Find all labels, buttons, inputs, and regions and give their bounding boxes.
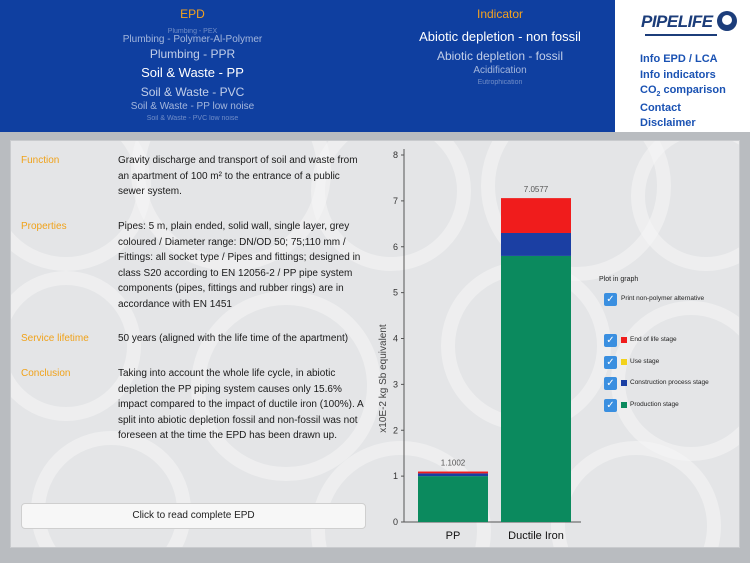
function-text: Gravity discharge and transport of soil and waste from an apartment of 100 m² to the entrance of a public sewer system. [118,155,358,197]
top-bar [0,0,750,132]
checkbox-construction[interactable]: ✓ [604,377,617,390]
picker-band [0,0,615,132]
epd-option[interactable]: Plumbing - PEX [167,28,218,35]
conclusion-text: Taking into account the whole life cycle, in abiotic depletion the PP piping system causes only 15.6% impact compared to the impact of ductile iron (100%). A split into abiotic depletion fossil and non-fossil was not foreseen at the time the EPD has been drawn up. [118,368,364,441]
logo-swoosh-icon [645,34,717,36]
checkbox-use[interactable]: ✓ [604,356,617,369]
epd-picker-title: EPD [180,7,205,21]
properties-text: Pipes: 5 m, plain ended, solid wall, single layer, grey coloured / Diameter range: DN/OD 50; 75;110 mm / Fittings: all socket type / Pipes and fittings; designed in class S20 according to EN 12056-2 / PP pipe system components (pipes, fittings and rubber rings) are in accordance with EN 1451 [118,221,361,310]
checkbox-print-alt[interactable]: ✓ [604,293,617,306]
legend-end-of-life-label: End of life stage [630,336,677,343]
logo-text: PIPELIFE [641,12,713,31]
bar-segment-construction-process-stage [418,473,488,476]
y-axis-title: x10E-2 kg Sb equivalent [378,324,389,433]
y-tick-label: 1 [392,471,398,482]
indicator-option[interactable]: Eutrophication [477,79,523,86]
y-tick-label: 3 [392,379,398,390]
x-category-label: PP [445,530,461,542]
epd-option[interactable]: Soil & Waste - PVC [140,85,245,99]
indicator-picker-title: Indicator [476,7,524,21]
nav-contact[interactable]: Contact [640,102,681,114]
swatch-end-of-life [621,337,627,343]
indicator-option[interactable]: Abiotic depletion - non fossil [419,29,581,44]
co2-suffix: comparison [660,84,726,96]
bar-segment-production-stage [501,256,571,522]
indicator-option[interactable]: Abiotic depletion - fossil [436,49,564,63]
legend-print-alt-label: Print non-polymer alternative [621,295,705,302]
epd-picker-list[interactable] [0,28,385,122]
epd-option[interactable]: Soil & Waste - PVC low noise [146,115,239,122]
pipe-bg-5 [631,140,740,271]
indicator-picker-list[interactable] [385,28,615,86]
bar-segment-end-of-life-stage [501,198,571,233]
epd-picker[interactable] [0,0,385,132]
indicator-option[interactable]: Acidification [473,65,527,76]
epd-option[interactable]: Soil & Waste - PP [141,65,244,80]
swatch-production [621,402,627,408]
bar-total-label: 7.0577 [523,185,549,195]
properties-label: Properties [21,221,67,232]
epd-option[interactable]: Plumbing - PPR [149,47,236,61]
nav-co2-comparison[interactable] [640,84,726,98]
main-panel [10,140,740,548]
y-tick-label: 4 [392,333,398,344]
function-label: Function [21,155,60,166]
legend-construction-label: Construction process stage [630,379,709,386]
legend-title: Plot in graph [599,276,639,283]
indicator-picker[interactable] [385,0,615,132]
swatch-use [621,359,627,365]
y-tick-label: 2 [392,425,398,436]
read-complete-epd-button[interactable]: Click to read complete EPD [21,503,366,529]
bar-segment-production-stage [418,476,488,522]
logo-circle-icon [717,11,737,31]
nav-disclaimer[interactable]: Disclaimer [640,117,696,129]
co2-prefix: CO [640,84,657,96]
pipelife-logo [641,10,741,38]
legend-production-label: Production stage [630,401,679,408]
service-lifetime-text: 50 years (aligned with the life time of the apartment) [118,333,349,344]
bar-total-label: 1.1002 [440,458,466,468]
bar-segment-end-of-life-stage [418,472,488,474]
y-tick-label: 8 [392,150,398,160]
x-category-label: Ductile Iron [508,530,564,542]
checkbox-production[interactable]: ✓ [604,399,617,412]
legend-use-label: Use stage [630,358,660,365]
conclusion-label: Conclusion [21,368,71,379]
epd-option[interactable]: Soil & Waste - PP low noise [130,101,255,112]
epd-option[interactable]: Plumbing - Polymer-Al-Polymer [122,34,263,45]
nav-panel [615,0,750,132]
y-tick-label: 7 [392,195,398,206]
nav-info-epd[interactable]: Info EPD / LCA [640,53,718,65]
swatch-construction [621,380,627,386]
epd-details [11,141,386,548]
checkbox-end-of-life[interactable]: ✓ [604,334,617,347]
co2-subscript: 2 [656,91,661,99]
y-tick-label: 6 [392,241,398,252]
y-tick-label: 5 [392,287,398,298]
stacked-bar-chart [366,141,606,548]
bar-segment-construction-process-stage [501,233,571,256]
y-tick-label: 0 [392,517,398,527]
nav-info-indicators[interactable]: Info indicators [640,69,716,81]
service-lifetime-label: Service lifetime [21,333,89,344]
